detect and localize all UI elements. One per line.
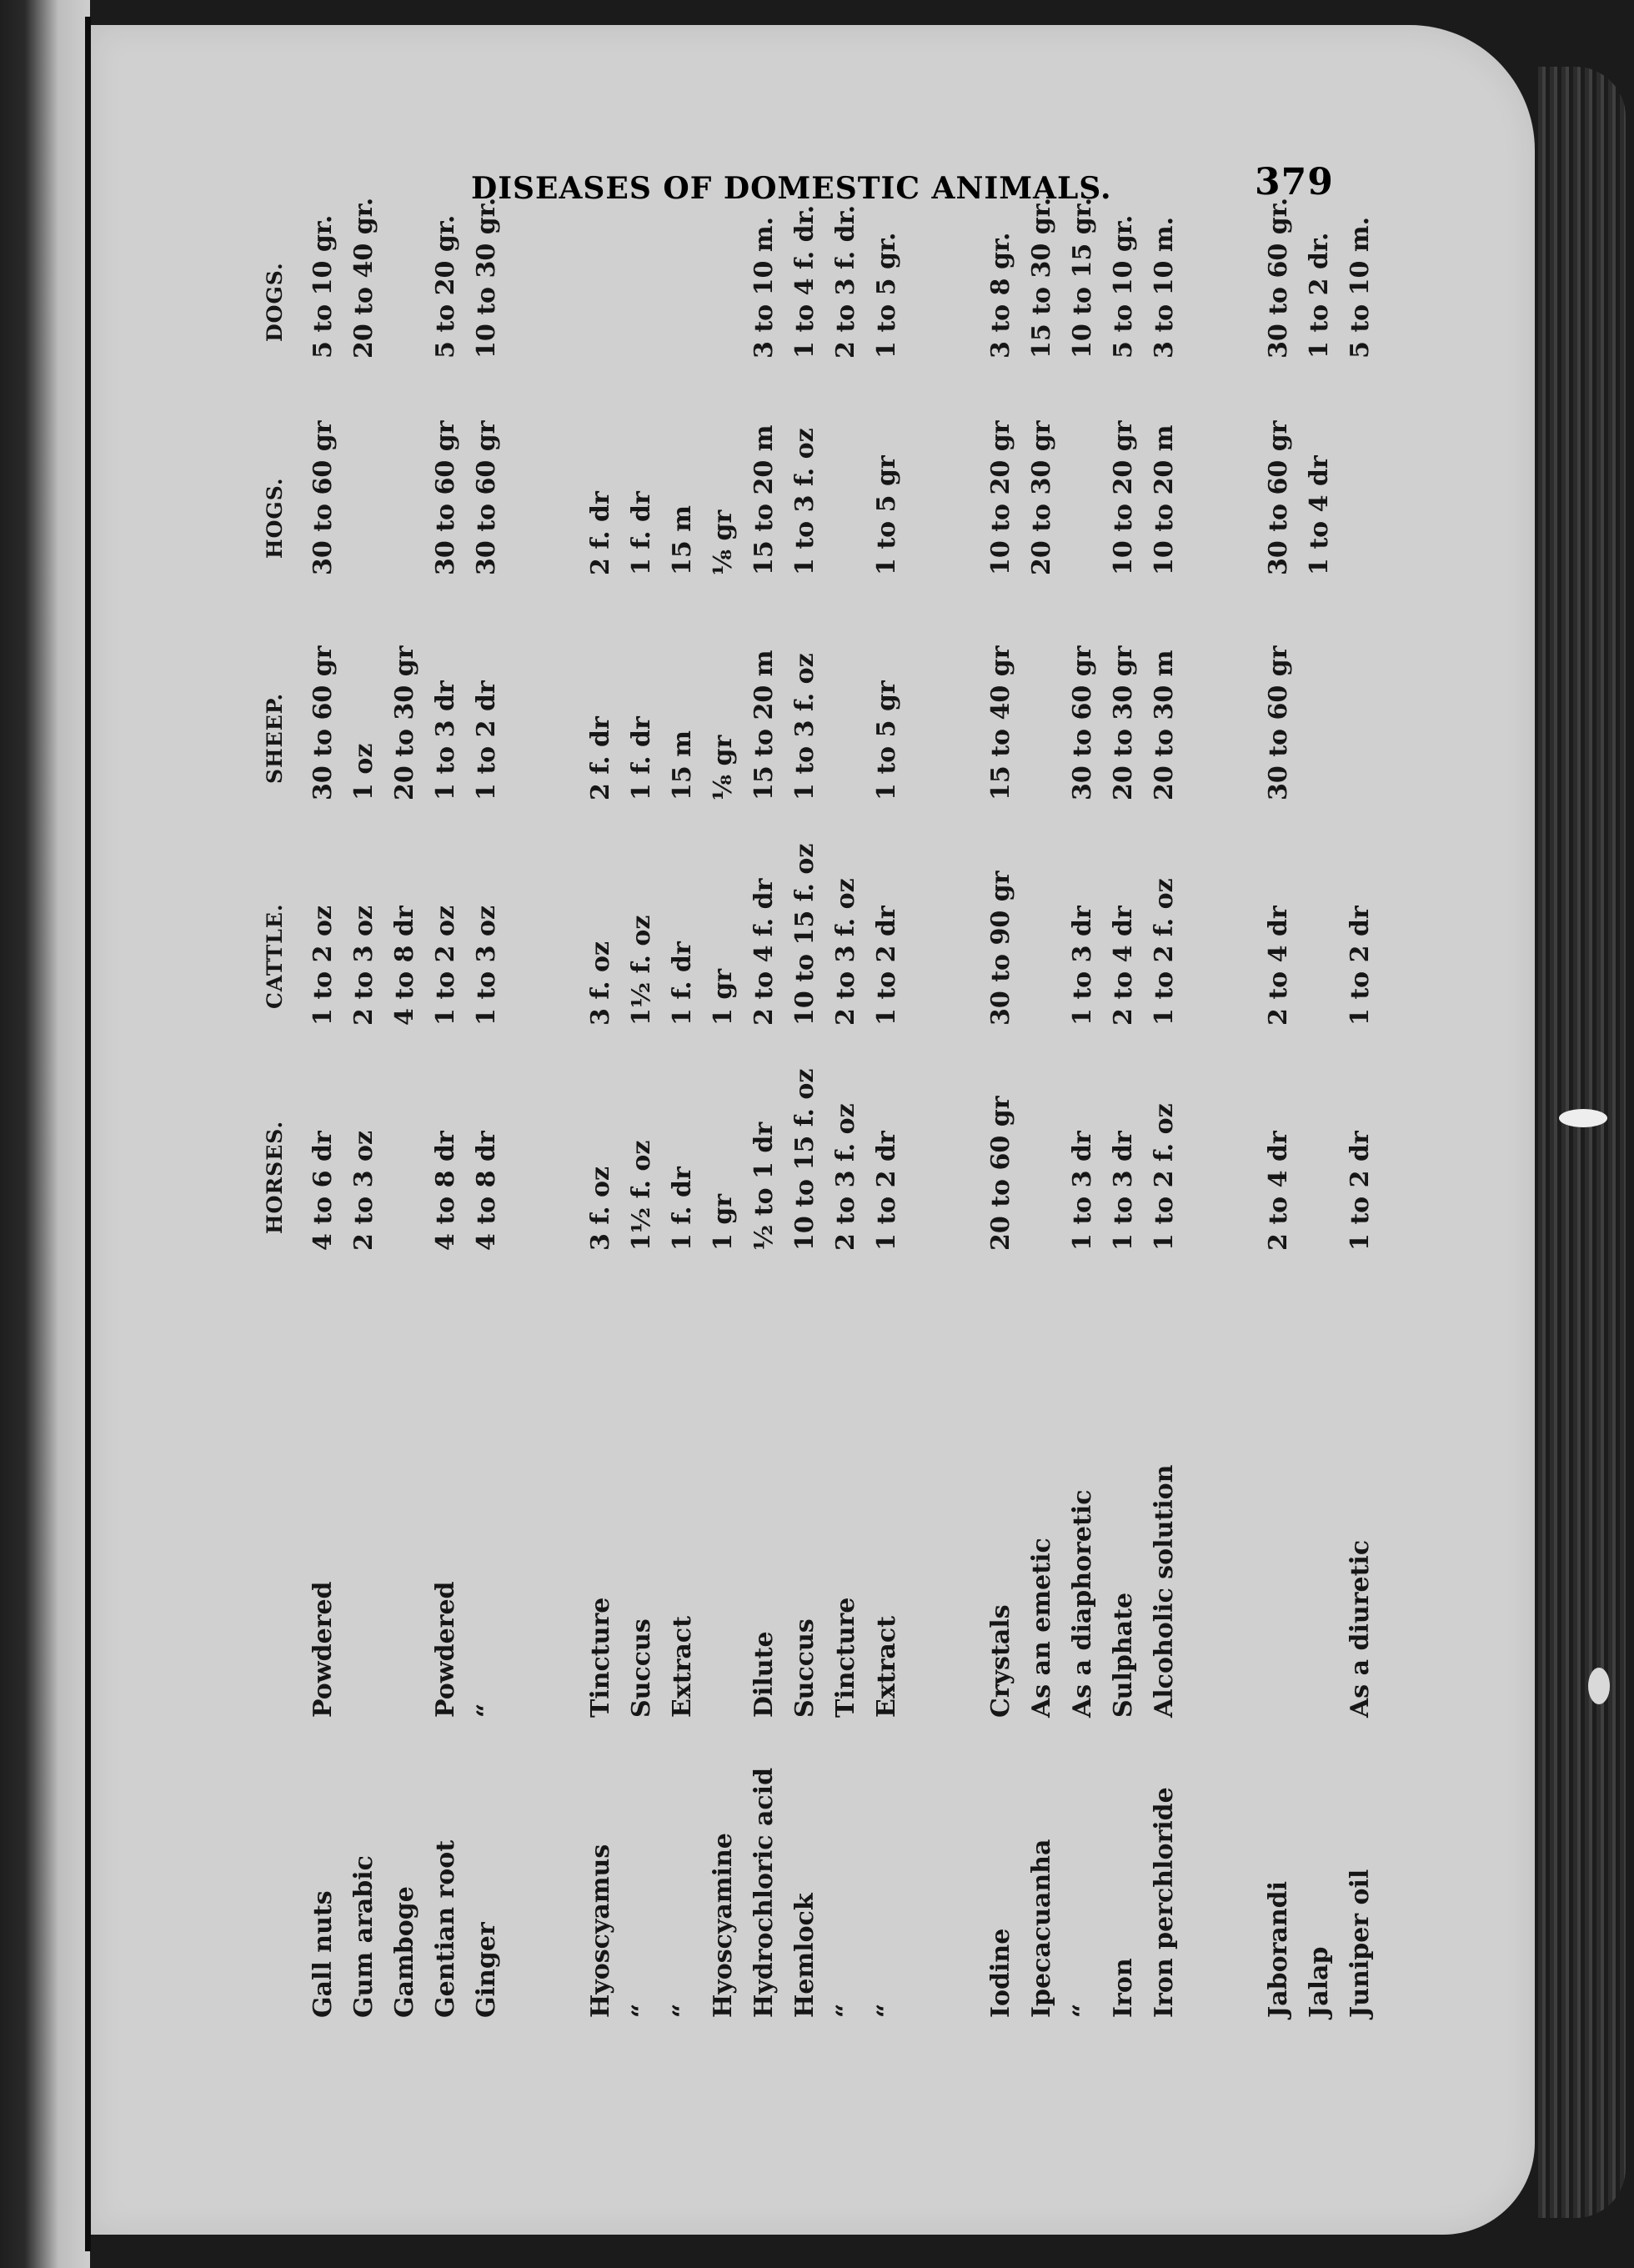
dose-horses: 1 to 3 dr: [1068, 1131, 1097, 1251]
dose-sheep: 20 to 30 m: [1150, 650, 1179, 800]
column-header: CATTLE.: [263, 903, 287, 1009]
dose-cattle: 1 to 3 dr: [1068, 906, 1097, 1026]
dose-horses: 4 to 8 dr: [431, 1131, 460, 1251]
dose-hogs: 1 to 4 dr: [1305, 455, 1334, 575]
dose-cattle: 1 to 2 dr: [1346, 906, 1375, 1026]
dose-hogs: 15 m: [668, 505, 697, 575]
dose-sheep: 30 to 60 gr: [1068, 645, 1097, 800]
dose-horses: 1 to 2 dr: [1346, 1131, 1375, 1251]
dose-dogs: 1 to 2 dr.: [1305, 232, 1334, 359]
preparation: “: [472, 1703, 501, 1718]
dose-dogs: 1 to 4 f. dr.: [790, 204, 820, 359]
dose-sheep: 20 to 30 gr: [390, 645, 419, 800]
dose-sheep: 30 to 60 gr: [308, 645, 338, 800]
drug-name: “: [668, 2003, 697, 2018]
drug-name: Jaborandi: [1264, 1880, 1293, 2018]
dose-dogs: 5 to 10 gr.: [308, 214, 338, 359]
dose-cattle: 2 to 3 f. oz: [831, 878, 860, 1026]
preparation: Sulphate: [1109, 1592, 1138, 1718]
dose-hogs: 10 to 20 gr: [986, 420, 1015, 575]
drug-name: Gentian root: [431, 1839, 460, 2018]
left-page-edge: [0, 0, 90, 2268]
dose-hogs: 15 to 20 m: [749, 424, 779, 575]
drug-name: “: [1068, 2003, 1097, 2018]
dose-hogs: 30 to 60 gr: [308, 420, 338, 575]
dose-dogs: 3 to 8 gr.: [986, 232, 1015, 359]
drug-name: Hydrochloric acid: [749, 1767, 779, 2018]
dose-cattle: 1½ f. oz: [627, 915, 656, 1026]
dose-cattle: 2 to 4 dr: [1264, 906, 1293, 1026]
dose-cattle: 10 to 15 f. oz: [790, 843, 820, 1026]
dose-hogs: 2 f. dr: [586, 491, 615, 575]
dose-dogs: 5 to 20 gr.: [431, 214, 460, 359]
dose-horses: 2 to 3 f. oz: [831, 1103, 860, 1251]
dose-dogs: 5 to 10 m.: [1346, 216, 1375, 359]
dose-sheep: 1 to 2 dr: [472, 680, 501, 800]
preparation: Powdered: [431, 1581, 460, 1718]
dose-dogs: 2 to 3 f. dr.: [831, 204, 860, 359]
dose-hogs: 30 to 60 gr: [1264, 420, 1293, 575]
dose-sheep: 15 m: [668, 730, 697, 800]
drug-name: Iron: [1109, 1958, 1138, 2018]
preparation: Dilute: [749, 1631, 779, 1718]
dose-sheep: 1 f. dr: [627, 716, 656, 800]
dose-horses: 4 to 8 dr: [472, 1131, 501, 1251]
dosage-table: [263, 117, 1563, 2018]
dose-horses: 1 to 2 f. oz: [1150, 1103, 1179, 1251]
preparation: Crystals: [986, 1604, 1015, 1718]
drug-name: Iodine: [986, 1928, 1015, 2018]
column-header: DOGS.: [263, 262, 287, 342]
dose-dogs: 30 to 60 gr.: [1264, 197, 1293, 359]
dose-hogs: 10 to 20 m: [1150, 424, 1179, 575]
paper-speck: [1559, 1109, 1607, 1127]
dose-sheep: 2 f. dr: [586, 716, 615, 800]
column-header: HOGS.: [263, 477, 287, 559]
preparation: Extract: [872, 1616, 901, 1718]
dose-horses: 1 to 3 dr: [1109, 1131, 1138, 1251]
drug-name: Gamboge: [390, 1886, 419, 2018]
drug-name: Ipecacuanha: [1027, 1839, 1056, 2018]
dose-dogs: 10 to 15 gr.: [1068, 197, 1097, 359]
dose-horses: 2 to 3 oz: [349, 1131, 378, 1251]
gutter-line: [85, 17, 91, 2251]
drug-name: Hyoscyamine: [709, 1833, 738, 2018]
dose-cattle: 30 to 90 gr: [986, 871, 1015, 1026]
dose-horses: 3 f. oz: [586, 1166, 615, 1251]
dose-cattle: 1 to 2 oz: [431, 906, 460, 1026]
dose-cattle: 3 f. oz: [586, 941, 615, 1026]
dose-hogs: 1 f. dr: [627, 491, 656, 575]
drug-name: Iron perchloride: [1150, 1787, 1179, 2018]
dose-cattle: 1 to 2 oz: [308, 906, 338, 1026]
dose-horses: 4 to 6 dr: [308, 1131, 338, 1251]
dose-sheep: 15 to 40 gr: [986, 645, 1015, 800]
dose-hogs: 30 to 60 gr: [472, 420, 501, 575]
drug-name: Juniper oil: [1346, 1869, 1375, 2018]
column-header: SHEEP.: [263, 692, 287, 784]
dose-sheep: 20 to 30 gr: [1109, 645, 1138, 800]
running-head: DISEASES OF DOMESTIC ANIMALS.: [471, 171, 1112, 206]
dose-sheep: 15 to 20 m: [749, 650, 779, 800]
drug-name: Ginger: [472, 1922, 501, 2018]
preparation: Extract: [668, 1616, 697, 1718]
dose-horses: 2 to 4 dr: [1264, 1131, 1293, 1251]
dose-horses: 1 gr: [709, 1193, 738, 1251]
dose-sheep: 30 to 60 gr: [1264, 645, 1293, 800]
dose-cattle: 1 f. dr: [668, 941, 697, 1026]
paper-speck: [1588, 1668, 1610, 1704]
dose-hogs: 30 to 60 gr: [431, 420, 460, 575]
drug-name: Hemlock: [790, 1893, 820, 2018]
dose-horses: 1 to 2 dr: [872, 1131, 901, 1251]
dose-hogs: ⅛ gr: [709, 509, 738, 575]
drug-name: “: [872, 2003, 901, 2018]
dose-cattle: 1 gr: [709, 968, 738, 1026]
drug-name: Jalap: [1305, 1946, 1334, 2018]
dose-hogs: 1 to 5 gr: [872, 455, 901, 575]
dose-hogs: 20 to 30 gr: [1027, 420, 1056, 575]
dose-hogs: 1 to 3 f. oz: [790, 428, 820, 575]
drug-name: Hyoscyamus: [586, 1844, 615, 2018]
dose-cattle: 1 to 2 dr: [872, 906, 901, 1026]
dose-dogs: 3 to 10 m.: [1150, 216, 1179, 359]
drug-name: Gall nuts: [308, 1890, 338, 2018]
dose-cattle: 4 to 8 dr: [390, 906, 419, 1026]
dose-horses: 1 f. dr: [668, 1167, 697, 1251]
dose-dogs: 20 to 40 gr.: [349, 197, 378, 359]
drug-name: “: [831, 2003, 860, 2018]
dose-horses: ½ to 1 dr: [749, 1121, 779, 1251]
dose-sheep: 1 to 5 gr: [872, 680, 901, 800]
dose-horses: 1½ f. oz: [627, 1140, 656, 1251]
preparation: As a diaphoretic: [1068, 1489, 1097, 1718]
dose-horses: 20 to 60 gr: [986, 1096, 1015, 1251]
preparation: Powdered: [308, 1581, 338, 1718]
preparation: Alcoholic solution: [1150, 1464, 1179, 1718]
dose-cattle: 2 to 4 f. dr: [749, 878, 779, 1026]
dose-dogs: 3 to 10 m.: [749, 216, 779, 359]
page-number: 379: [1255, 161, 1334, 203]
dose-cattle: 2 to 4 dr: [1109, 906, 1138, 1026]
dose-dogs: 5 to 10 gr.: [1109, 214, 1138, 359]
dose-hogs: 10 to 20 gr: [1109, 420, 1138, 575]
drug-name: Gum arabic: [349, 1855, 378, 2018]
preparation: Tincture: [831, 1597, 860, 1718]
drug-name: “: [627, 2003, 656, 2018]
dose-horses: 10 to 15 f. oz: [790, 1068, 820, 1251]
dose-sheep: 1 oz: [349, 743, 378, 800]
dose-cattle: 1 to 2 f. oz: [1150, 878, 1179, 1026]
dose-dogs: 1 to 5 gr.: [872, 232, 901, 359]
preparation: Succus: [627, 1618, 656, 1718]
dose-sheep: ⅛ gr: [709, 735, 738, 800]
preparation: Succus: [790, 1618, 820, 1718]
dose-sheep: 1 to 3 f. oz: [790, 653, 820, 800]
dose-cattle: 1 to 3 oz: [472, 906, 501, 1026]
dose-sheep: 1 to 3 dr: [431, 680, 460, 800]
preparation: As an emetic: [1027, 1538, 1056, 1718]
dose-dogs: 15 to 30 gr.: [1027, 197, 1056, 359]
dose-dogs: 10 to 30 gr.: [472, 197, 501, 359]
preparation: Tincture: [586, 1597, 615, 1718]
dose-cattle: 2 to 3 oz: [349, 906, 378, 1026]
column-header: HORSES.: [263, 1120, 287, 1234]
preparation: As a diuretic: [1346, 1539, 1375, 1718]
